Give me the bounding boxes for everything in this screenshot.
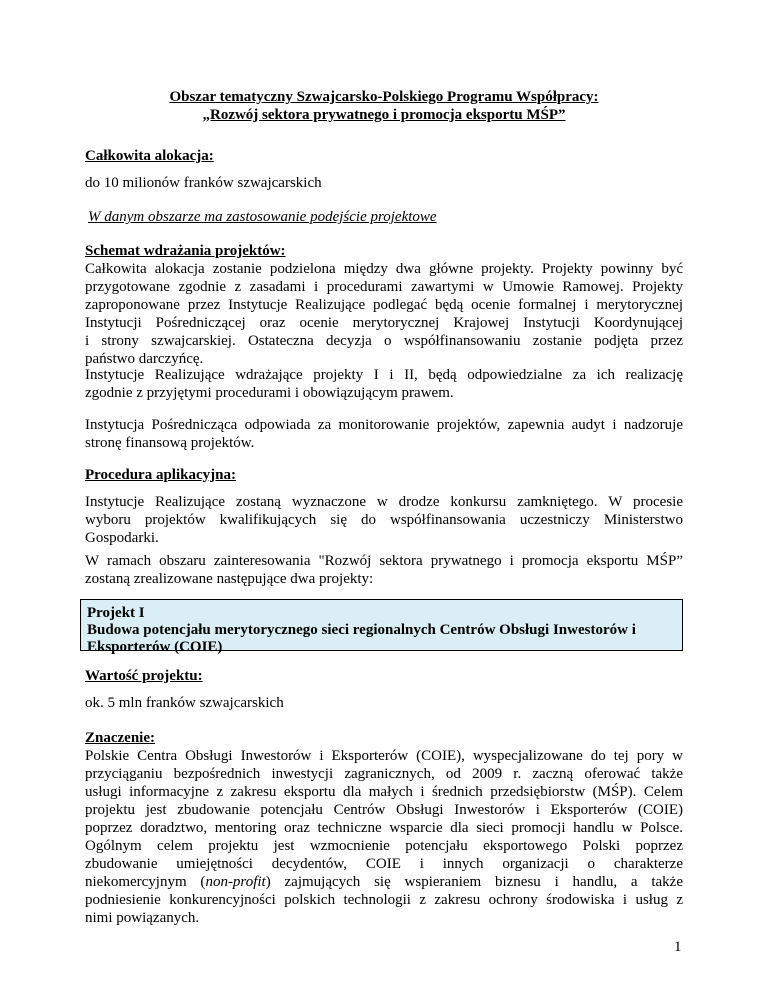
- implementation-heading: Schemat wdrażania projektów:: [85, 243, 286, 259]
- application-paragraph-2: W ramach obszaru zainteresowania "Rozwój sektora prywatnego i promocja eksportu MŚP” zostaną zrealizowane następujące dwa projekty:: [85, 553, 683, 587]
- project-value: ok. 5 mln franków szwajcarskich: [85, 695, 284, 711]
- application-heading: Procedura aplikacyjna:: [85, 467, 236, 483]
- project-1-title-line-1: Budowa potencjału merytorycznego sieci regionalnych Centrów Obsługi Inwestorów i: [87, 622, 636, 638]
- page-number: 1: [674, 939, 682, 955]
- project-value-heading: Wartość projektu:: [85, 668, 203, 684]
- implementation-paragraph-1: Całkowita alokacja zostanie podzielona między dwa główne projekty. Projekty powinny być przygotowane zgodnie z zasadami i procedurami zawartymi w Umowie Ramowej. Projekty zaproponowane przez Instytucje Realizujące podlegać będą ocenie formalnej i merytorycznej Instytucji Pośredniczącej oraz ocenie merytorycznej Krajowej Instytucji Koordynującej i strony szwajcarskiej. Ostateczna decyzja o współfinansowaniu zostanie podjęta przez państwo darczyńcę.: [85, 261, 683, 367]
- project-1-label: Projekt I: [87, 605, 145, 621]
- title-line-1: Obszar tematyczny Szwajcarsko-Polskiego Programu Współpracy:: [169, 89, 599, 105]
- significance-paragraph: Polskie Centra Obsługi Inwestorów i Eksporterów (COIE), wyspecjalizowane do tej pory w przyciąganiu bezpośrednich inwestycji zagranicznych, od 2009 r. zaczną oferować także usługi informacyjne z zakresu eksportu dla małych i średnich przedsiębiorstw (MŚP). Celem projektu jest zbudowanie potencjału Centrów Obsługi Inwestorów i Eksporterów (COIE) poprzez doradztwo, mentoring oraz techniczne wsparcie dla sieci promocji handlu w Polsce. Ogólnym celem projektu jest wzmocnienie potencjału eksportowego Polski poprzez zbudowanie umiejętności decydentów, COIE i innych organizacji o charakterze niekomercyjnym (non-profit) zajmujących się wspieraniem biznesu i handlu, a także podniesienie konkurencyjności polskich technologii z zakresu ochrony środowiska i usług z nimi powiązanych.: [85, 748, 684, 926]
- implementation-paragraph-3: Instytucja Pośrednicząca odpowiada za monitorowanie projektów, zapewnia audyt i nadzoruje stronę finansową projektów.: [85, 417, 683, 451]
- approach-note: W danym obszarze ma zastosowanie podejście projektowe: [88, 209, 437, 225]
- application-paragraph-1: Instytucje Realizujące zostaną wyznaczone w drodze konkursu zamkniętego. W procesie wyboru projektów kwalifikujących się do współfinansowania uczestniczy Ministerstwo Gospodarki.: [85, 494, 683, 546]
- title-line-2: „Rozwój sektora prywatnego i promocja eksportu MŚP”: [202, 107, 566, 123]
- project-1-title-line-2: Eksporterów (COIE): [87, 639, 223, 655]
- significance-heading: Znaczenie:: [85, 730, 155, 746]
- allocation-value: do 10 milionów franków szwajcarskich: [85, 175, 322, 191]
- implementation-paragraph-2: Instytucje Realizujące wdrażające projekty I i II, będą odpowiedzialne za ich realizację zgodnie z przyjętymi procedurami i obowiązującym prawem.: [85, 367, 683, 401]
- project-1-box: [80, 599, 683, 655]
- document-title: [85, 88, 683, 124]
- allocation-heading: Całkowita alokacja:: [85, 148, 214, 164]
